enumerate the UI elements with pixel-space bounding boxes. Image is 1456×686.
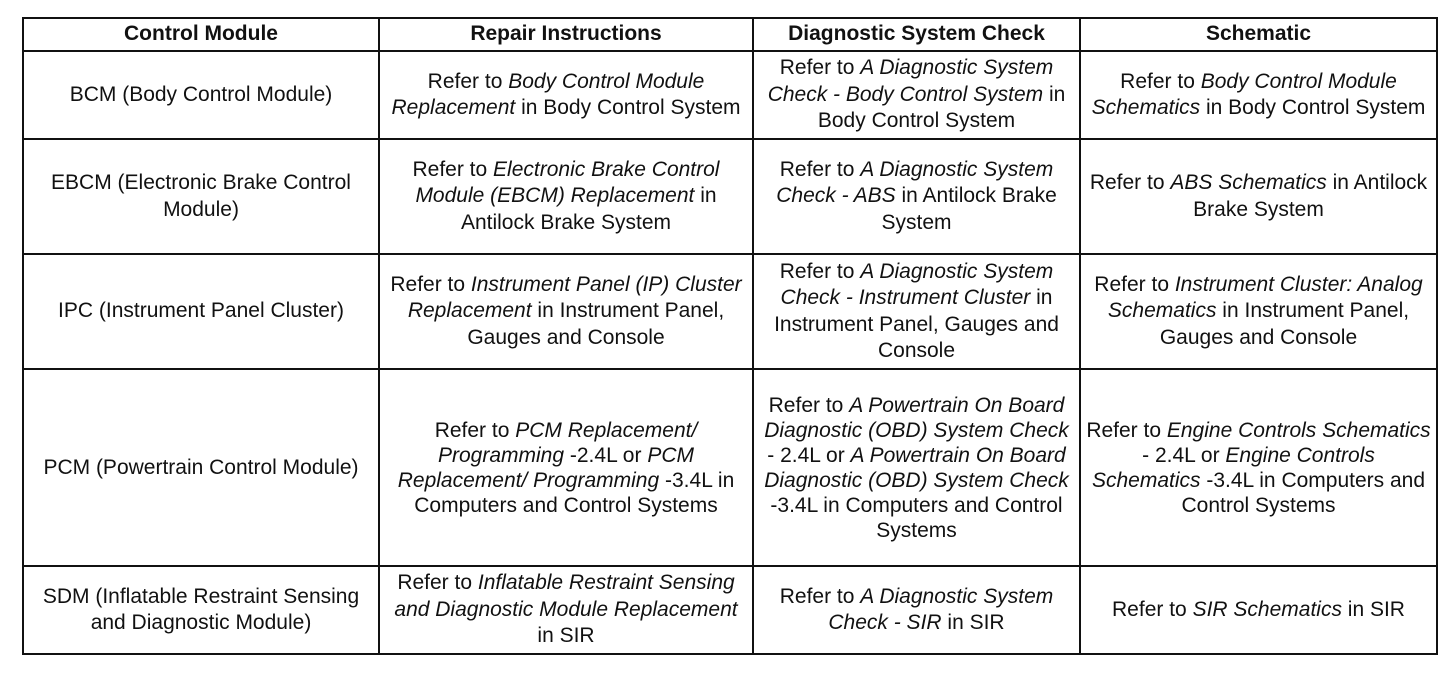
header-repair-instructions: Repair Instructions [379, 18, 753, 51]
reference-title-text: A Diagnostic System Check - ABS [776, 157, 1054, 208]
table-row [23, 254, 1437, 369]
reference-text: -3.4L in Computers and Control Systems [414, 468, 735, 517]
reference-title-text: Body Control Module Schematics [1091, 69, 1397, 119]
reference-text: Refer to [390, 272, 471, 296]
reference-text: Refer to [434, 418, 516, 442]
reference-text: in Antilock Brake System [1193, 171, 1428, 221]
reference-text: Refer to [1086, 418, 1167, 442]
reference-title-text: A Powertrain On Board Diagnostic (OBD) System Check [764, 393, 1069, 442]
diagnostic-cell [753, 369, 1080, 566]
schematic-cell [1080, 51, 1437, 139]
reference-text: -3.4L in Computers and Control Systems [1181, 468, 1426, 517]
reference-text: in Instrument Panel, Gauges and Console [1159, 299, 1410, 349]
header-schematic: Schematic [1080, 18, 1437, 51]
diagnostic-cell [753, 51, 1080, 139]
diagnostic-cell [753, 566, 1080, 654]
table-header-row [23, 18, 1437, 51]
reference-text: Refer to [1112, 597, 1193, 621]
repair-cell [379, 254, 753, 369]
reference-title-text: A Diagnostic System Check - Instrument Cluster [780, 259, 1054, 309]
reference-title-text: Instrument Panel (IP) Cluster Replacement [407, 272, 742, 323]
repair-cell [379, 51, 753, 139]
reference-text: Refer to [779, 56, 861, 80]
reference-text: Refer to [1094, 272, 1175, 296]
reference-text: - 2.4L or [1142, 443, 1226, 467]
repair-cell [379, 139, 753, 254]
schematic-cell [1080, 369, 1437, 566]
reference-text: in Instrument Panel, Gauges and Console [467, 299, 725, 349]
module-cell: BCM (Body Control Module) [23, 51, 379, 139]
reference-title-text: Instrument Cluster: Analog Schematics [1107, 272, 1423, 323]
reference-text: in SIR [941, 611, 1005, 634]
module-cell: EBCM (Electronic Brake Control Module) [23, 139, 379, 254]
schematic-cell [1080, 254, 1437, 369]
reference-text: Refer to [779, 584, 861, 608]
reference-text: Refer to [427, 69, 509, 93]
reference-title-text: Engine Controls Schematics [1166, 418, 1431, 442]
reference-text: in Antilock Brake System [881, 184, 1057, 234]
reference-title-text: Electronic Brake Control Module (EBCM) Replacement [415, 157, 720, 208]
reference-text: in Body Control System [1200, 96, 1426, 119]
diagnostic-cell [753, 254, 1080, 369]
reference-title-text: A Diagnostic System Check - Body Control System [767, 56, 1054, 106]
reference-title-text: A Powertrain On Board Diagnostic (OBD) System Check [764, 443, 1069, 492]
table-row [23, 369, 1437, 566]
reference-text: Refer to [1120, 69, 1201, 93]
module-cell: IPC (Instrument Panel Cluster) [23, 254, 379, 369]
reference-text: in SIR [1341, 597, 1405, 621]
reference-title-text: A Diagnostic System Check - SIR [828, 584, 1054, 634]
repair-cell [379, 566, 753, 654]
schematic-cell [1080, 139, 1437, 254]
schematic-cell [1080, 566, 1437, 654]
table-row [23, 51, 1437, 139]
reference-text: -3.4L in Computers and Control Systems [770, 493, 1063, 542]
table-row [23, 139, 1437, 254]
reference-title-text: ABS Schematics [1170, 171, 1327, 194]
repair-cell [379, 369, 753, 566]
reference-text: - 2.4L or [767, 443, 851, 467]
module-cell: SDM (Inflatable Restraint Sensing and Diagnostic Module) [23, 566, 379, 654]
reference-text: Refer to [779, 259, 861, 283]
reference-text: in SIR [537, 624, 595, 648]
reference-title-text: Engine Controls Schematics [1091, 443, 1375, 492]
reference-title-text: Inflatable Restraint Sensing and Diagnostic Module Replacement [394, 571, 738, 621]
reference-text: -2.4L or [564, 443, 648, 467]
reference-title-text: SIR Schematics [1192, 597, 1342, 621]
reference-text: Refer to [397, 571, 478, 595]
reference-text: Refer to [1089, 171, 1171, 194]
reference-title-text: PCM Replacement/ Programming [397, 443, 694, 492]
reference-text: in Body Control System [515, 96, 741, 119]
reference-table-container [22, 17, 1436, 655]
diagnostic-cell [753, 139, 1080, 254]
reference-text: in Instrument Panel, Gauges and Console [774, 286, 1059, 362]
module-cell: PCM (Powertrain Control Module) [23, 369, 379, 566]
reference-text: in Body Control System [817, 82, 1066, 133]
control-module-reference-table [22, 17, 1438, 655]
reference-text: Refer to [768, 393, 850, 417]
reference-title-text: PCM Replacement/ Programming [438, 418, 698, 467]
reference-text: in Antilock Brake System [460, 184, 717, 234]
reference-text: Refer to [779, 157, 861, 181]
reference-title-text: Body Control Module Replacement [391, 69, 705, 119]
header-diagnostic-system-check: Diagnostic System Check [753, 18, 1080, 51]
reference-text: Refer to [412, 157, 494, 181]
table-row [23, 566, 1437, 654]
header-control-module: Control Module [23, 18, 379, 51]
